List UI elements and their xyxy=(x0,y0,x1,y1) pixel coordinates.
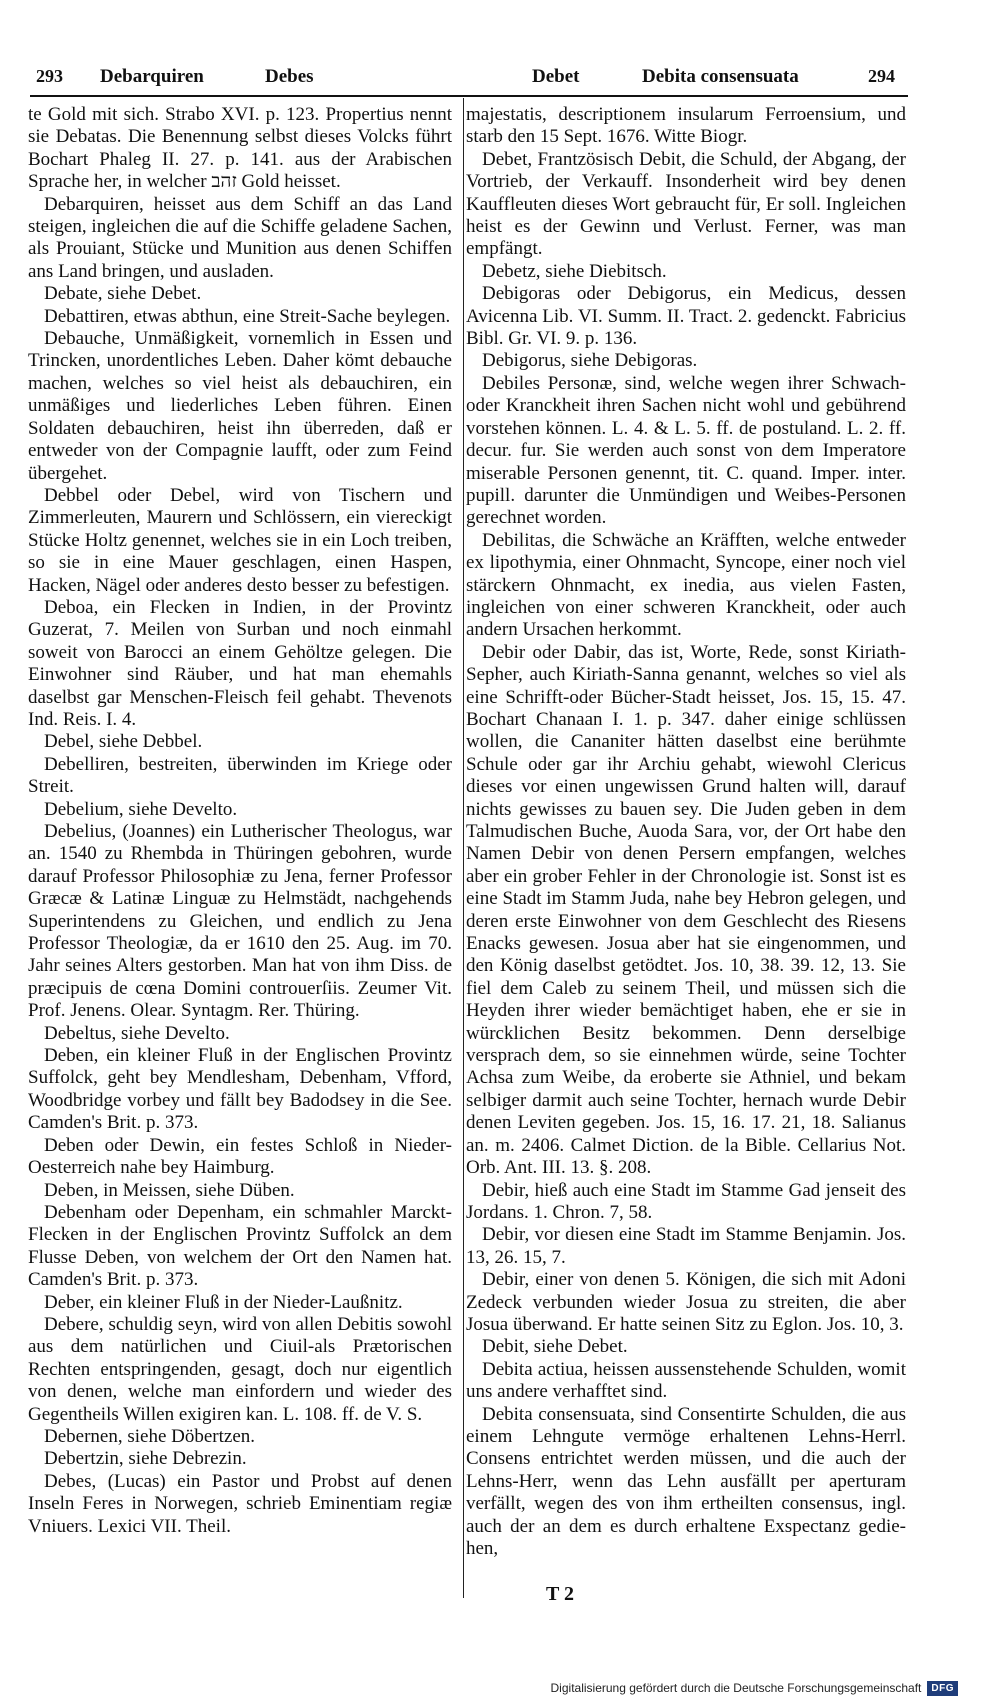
right-column xyxy=(466,104,906,1560)
entry-paragraph: Debelium, siehe Develto. xyxy=(44,798,238,820)
footer-credit-text: Digitalisierung gefördert durch die Deutsche Forschungsgemeinschaft xyxy=(550,1681,922,1695)
dfg-logo: DFG xyxy=(927,1681,958,1696)
entry-paragraph: Debattiren, etwas abthun, eine Streit-Sache beylegen. xyxy=(44,305,451,327)
entry-paragraph: Deben oder Dewin, ein festes Schloß in Nieder-Oesterreich nahe bey Haimburg. xyxy=(28,1134,452,1179)
entry-paragraph: Debir, hieß auch eine Stadt im Stamme Gad jenseit des Jordans. 1. Chron. 7, 58. xyxy=(466,1179,906,1223)
entry-paragraph: Debbel oder Debel, wird von Tischern und Zimmerleuten, Maurern und Schlössern, ein viereckigt Stücke Holtz genennet, welches sie in ein Loch treiben, so sie in eine Mauer geschlagen, einen Haspen, Hacken, Nägel oder anderes desto besser zu befestigen. xyxy=(28,484,452,596)
entry-paragraph: Debigorus, siehe Debigoras. xyxy=(482,350,698,372)
entry-paragraph: Debita actiua, heissen aussenstehende Schulden, womit uns andere verhafftet sind. xyxy=(466,1358,906,1403)
entry-paragraph: Debet, Frantzösisch Debit, die Schuld, der Abgang, der Vortrieb, der Verkauff. Insonderheit wird bey denen Kauffleuten dieses Wort gebraucht für, Er soll. Ingleichen heist es der Gewinn und Verlust. Ferner, was man empfängt. xyxy=(466,148,906,260)
entry-paragraph: Debigoras oder Debigorus, ein Medicus, dessen Avicenna Lib. VI. Summ. II. Tract. 2. gedenckt. Fabricius Bibl. Gr. VI. 9. p. 136. xyxy=(466,283,906,350)
entry-paragraph: Debenham oder Depenham, ein schmahler Marckt-Flecken in der Englischen Provintz Suffolck an dem Flusse Deben, von welchem der Ort den Namen hat. Camden's Brit. p. 373. xyxy=(28,1201,452,1291)
entry-paragraph: Debir, vor diesen eine Stadt im Stamme Benjamin. Jos. 13, 26. 15, 7. xyxy=(466,1224,906,1268)
entry-paragraph: Debelliren, bestreiten, überwinden im Kriege oder Streit. xyxy=(28,753,452,798)
entry-paragraph: Debernen, siehe Döbertzen. xyxy=(44,1425,256,1447)
entry-paragraph: Debeltus, siehe Develto. xyxy=(44,1022,230,1044)
entry-paragraph: Deben, in Meissen, siehe Düben. xyxy=(44,1179,295,1201)
entry-paragraph: Deben, ein kleiner Fluß in der Englischen Provintz Suffolck, geht bey Mendlesham, Debenham, Vfford, Woodbridge vorbey und fällt bey Badodsey in die See. Camden's Brit. p. 373. xyxy=(28,1045,452,1134)
signature-mark: T 2 xyxy=(546,1583,574,1605)
entry-paragraph: Debate, siehe Debet. xyxy=(44,283,202,305)
column-divider xyxy=(463,98,464,1598)
entry-paragraph: Debel, siehe Debbel. xyxy=(44,731,203,753)
entry-paragraph: Debita consensuata, sind Consentirte Schulden, die aus einem Lehngute vermöge erhaltenen Lehns-Herrl. Consens entrichtet werden müssen, und die auch der Lehns-Herr, wenn das Lehn ausfällt per aperturam verfällt, wegen des von ihm ertheilten consensus, ingl. auch der an dem es durch erhaltene Exspectanz gedie-hen, xyxy=(466,1403,906,1559)
left-page-number: 293 xyxy=(36,66,63,86)
entry-paragraph: Debes, (Lucas) ein Pastor und Probst auf denen Inseln Feres in Norwegen, schrieb Eminentiam regiæ Vniuers. Lexici VII. Theil. xyxy=(28,1470,452,1537)
entry-paragraph: Deber, ein kleiner Fluß in der Nieder-Laußnitz. xyxy=(44,1291,403,1313)
left-catchword-1: Debarquiren xyxy=(100,66,204,87)
entry-paragraph: Debarquiren, heisset aus dem Schiff an das Land steigen, ingleichen die auf die Schiffe geladene Sachen, als Prouiant, Stücke und Munition aus denen Schiffen ans Land bringen, und ausladen. xyxy=(28,193,452,282)
right-catchword-2: Debita consensuata xyxy=(642,66,799,87)
left-catchword-2: Debes xyxy=(265,66,314,87)
entry-paragraph: Debertzin, siehe Debrezin. xyxy=(44,1448,247,1470)
footer-credit xyxy=(551,1677,958,1699)
entry-paragraph: Debauche, Unmäßigkeit, vornemlich in Essen und Trincken, unordentliches Leben. Daher kömt debauche machen, welches so viel heist als debauchiren, ein unmäßiges und liederliches Leben führen. Einen Soldaten debauchiren, heist ihn überreden, daß er entweder von der Compagnie laufft, oder zum Feind übergehet. xyxy=(28,328,452,484)
entry-paragraph: Debir oder Dabir, das ist, Worte, Rede, sonst Kiriath-Sepher, auch Kiriath-Sanna genannt, welches so viel als eine Schrifft-oder Bücher-Stadt heisset, Jos. 15, 15. 47. Bochart Chanaan I. 1. p. 347. daher einige schlüssen wollen, die Cananiter hätten daselbst eine berühmte Schule oder gar ihr Archiu gehabt, wiewohl Clericus dieses vor einen ungewissen Grund halten will, darauf nichts gewisses zu bauen sey. Die Juden geben in dem Talmudischen Buche, Auoda Sara, vor, der Ort habe den Namen Debir von denen Persern empfangen, welches aber ein grober Fehler in der Chronologie ist. Sonst ist es eine Stadt im Stamm Juda, nahe bey Hebron gelegen, und deren erste Einwohner von dem Geschlecht des Riesens Enacks gewesen. Josua aber hat sie eingenommen, und den König daselbst getödtet. Jos. 10, 38. 39. 12, 13. Sie fiel dem Caleb zu seinem Theil, und müssen sich die Heyden ihrer wieder bemächtiget haben, ehe er sie in würcklichen Besitz bekommen. Denn derselbige versprach dem, so sie einnehmen würde, seine Tochter Achsa zum Weibe, da eroberte sie Athniel, und bekam selbiger darmit auch seine Tochter, hernach wurde Debir denen Leviten gegeben. Jos. 15, 16. 17. 21, 18. Salianus an. m. 2406. Calmet Diction. de la Bible. Cellarius Not. Orb. Ant. III. 13. §. 208. xyxy=(466,641,906,1179)
entry-paragraph: Debiles Personæ, sind, welche wegen ihrer Schwach-oder Kranckheit ihren Sachen nicht wohl und gebührend vorstehen können. L. 4. & L. 5. ff. de postuland. L. 2. ff. decur. fur. Sie werden auch sonst von dem Imperatore miserable Personen genennt, tit. C. quand. Imper. inter. pupill. darunter die Unmündigen und Weibes-Personen gerechnet worden. xyxy=(466,372,906,529)
entry-paragraph: Debir, einer von denen 5. Königen, die sich mit Adoni Zedeck verbunden wieder Josua zu streiten, die aber Josua überwand. Er hatte seinen Sitz zu Eglon. Jos. 10, 3. xyxy=(466,1269,906,1335)
header-rule xyxy=(30,95,908,97)
entry-paragraph: majestatis, descriptionem insularum Ferroensium, und starb den 15 Sept. 1676. Witte Biogr. xyxy=(466,104,906,148)
left-column xyxy=(28,104,452,1538)
entry-paragraph: Deboa, ein Flecken in Indien, in der Provintz Guzerat, 7. Meilen von Surban und noch einmahl soweit von Barocci an einem Gehöltze gelegen. Die Einwohner sind Räuber, und hat man ehemahls daselbst gar Menschen-Fleisch feil gehabt. Thevenots Ind. Reis. I. 4. xyxy=(28,596,452,730)
entry-paragraph: te Gold mit sich. Strabo XVI. p. 123. Propertius nennt sie Debatas. Die Benennung selbst dieses Volcks führt Bochart Phaleg II. 27. p. 141. aus der Arabischen Sprache her, in welcher זהב Gold heisset. xyxy=(28,104,452,193)
right-page-number: 294 xyxy=(868,66,895,86)
running-header xyxy=(30,66,908,96)
entry-paragraph: Debilitas, die Schwäche an Kräfften, welche entweder ex lipothymia, einer Ohnmacht, Syncope, einer noch viel stärckern Ohnmacht, ex inedia, aus vielen Fasten, ingleichen von einer schweren Kranckheit, oder auch andern Ursachen herkommt. xyxy=(466,529,906,641)
entry-paragraph: Debit, siehe Debet. xyxy=(482,1336,628,1358)
right-catchword-1: Debet xyxy=(532,66,580,87)
entry-paragraph: Debelius, (Joannes) ein Lutherischer Theologus, war an. 1540 zu Rhembda in Thüringen gebohren, wurde darauf Professor Philosophiæ zu Jena, ferner Professor Græcæ & Latinæ Linguæ zu Helmstädt, nachgehends Superintendens zu Gleichen, und endlich zu Jena Professor Theologiæ, da er 1610 den 25. Aug. im 70. Jahr seines Alters gestorben. Man hat von ihm Diss. de præcipuis de cœna Domini controuerſiis. Zeumer Vit. Prof. Jenens. Olear. Syntagm. Rer. Thüring. xyxy=(28,821,452,1022)
entry-paragraph: Debere, schuldig seyn, wird von allen Debitis sowohl aus dem natürlichen und Ciuil-als Prætorischen Rechten entspringenden, gesagt, doch nur eigentlich von denen, welche man einfordern und wieder des Gegentheils Willen exigiren kan. L. 108. ff. de V. S. xyxy=(28,1313,452,1425)
entry-paragraph: Debetz, siehe Diebitsch. xyxy=(482,260,667,282)
